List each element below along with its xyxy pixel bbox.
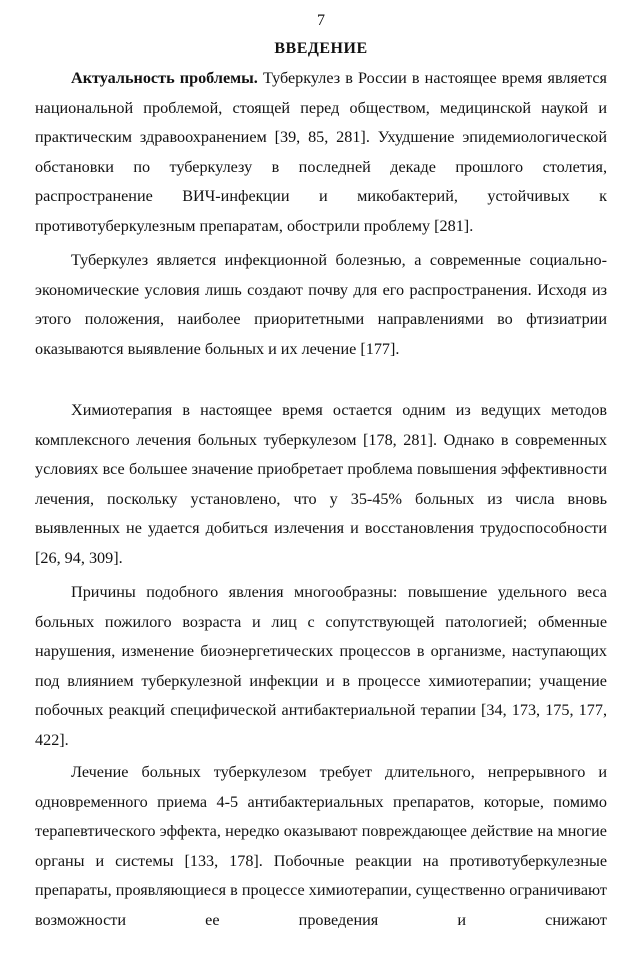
paragraph-infection [35,246,607,364]
section-heading: ВВЕДЕНИЕ [274,40,368,57]
paragraph-lead: Актуальность проблемы. [71,69,258,87]
paragraph-text: Туберкулез является инфекционной болезнью, а современные социально-экономические условия лишь создают почву для его распространения. Исходя из этого положения, наиболее приоритетными направлениями во фтизиатрии оказываются выявление больных и их лечение [177]. [35,251,607,358]
paragraph-relevance [35,64,607,241]
paragraph-treatment [35,758,607,935]
paragraph-text: Туберкулез в России в настоящее время является национальной проблемой, стоящей перед обществом, медицинской наукой и практическим здравоохранением [39, 85, 281]. Ухудшение эпидемиологической обстановки по туберкулезу в последней декаде прошлого столетия, распространение ВИЧ-инфекции и микобактерий, устойчивых к противотуберкулезным препаратам, обострили проблему [281]. [35,69,607,235]
paragraph-text: Причины подобного явления многообразны: повышение удельного веса больных пожилого возраста и лиц с сопутствующей патологией; обменные нарушения, изменение биоэнергетических процессов в организме, наступающих под влиянием туберкулезной инфекции и в процессе химиотерапии; учащение побочных реакций специфической антибактериальной терапии [34, 173, 175, 177, 422]. [35,583,607,749]
paragraph-chemotherapy [35,396,607,573]
paragraph-text: Лечение больных туберкулезом требует длительного, непрерывного и одновременного приема 4-5 антибактериальных препаратов, которые, помимо терапевтического эффекта, нередко оказывают повреждающее действие на многие органы и системы [133, 178]. Побочные реакции на противотуберкулезные препараты, проявляющиеся в процессе химиотерапии, существенно ограничивают возможности ее проведения и снижают [35,763,607,929]
paragraph-text: Химиотерапия в настоящее время остается одним из ведущих методов комплексного лечения больных туберкулезом [178, 281]. Однако в современных условиях все большее значение приобретает проблема повышения эффективности лечения, поскольку установлено, что у 35-45% больных из числа вновь выявленных не удается добиться излечения и восстановления трудоспособности [26, 94, 309]. [35,401,607,567]
paragraph-causes [35,578,607,755]
page-number: 7 [317,12,325,29]
